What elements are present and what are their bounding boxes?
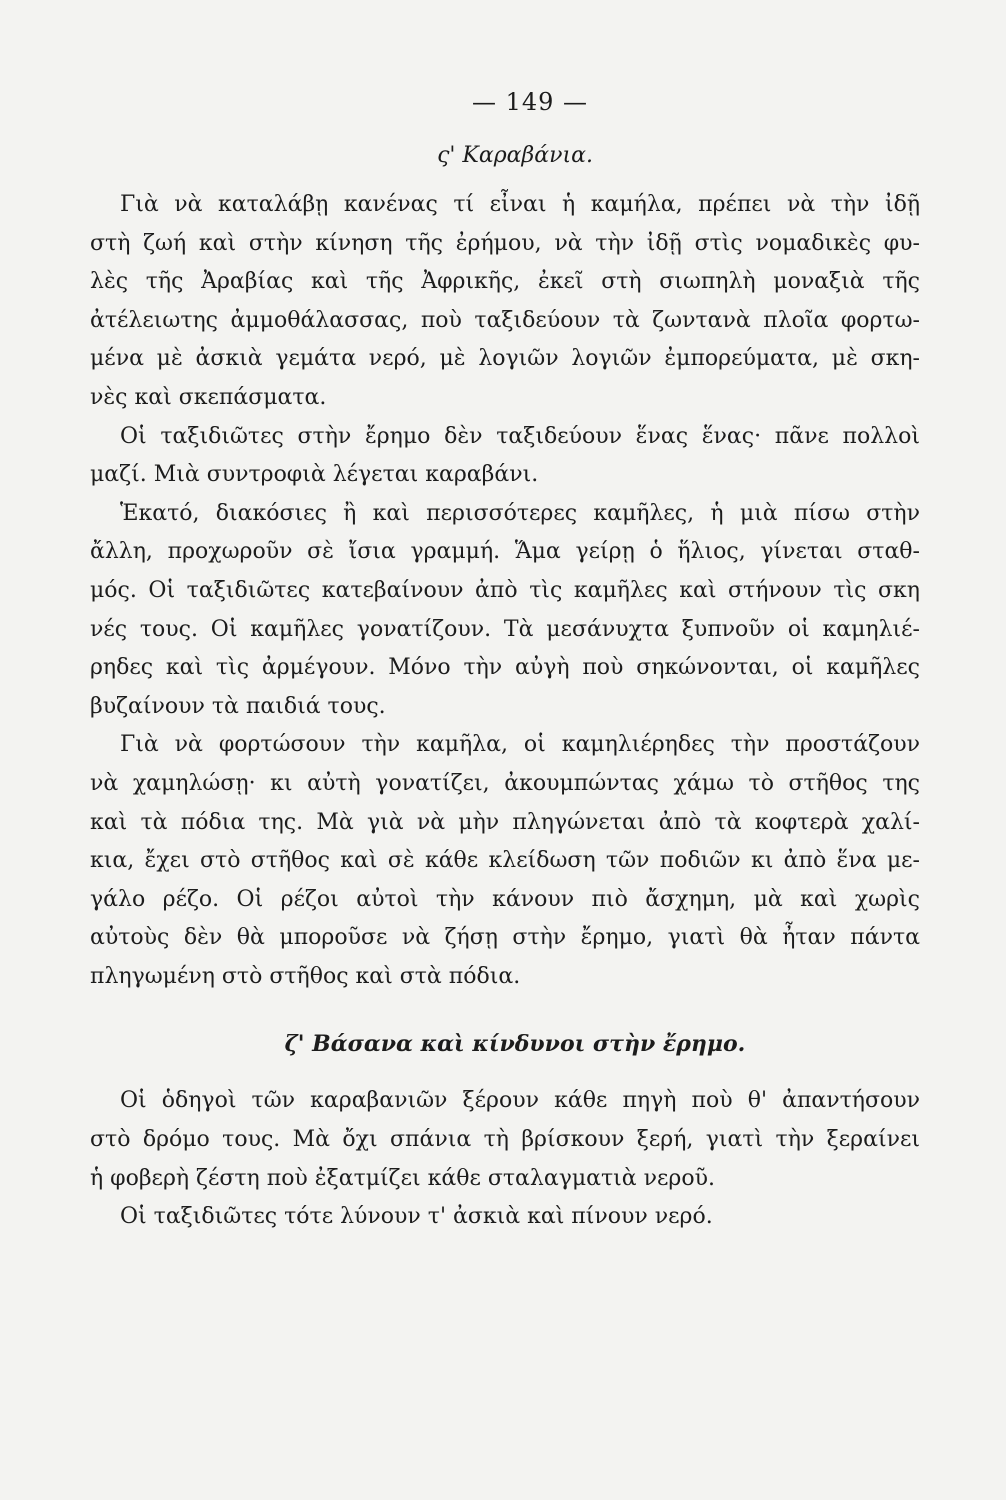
text-line: ρηδες καὶ τὶς ἀρμέγουν. Μόνο τὴν αὐγὴ ποὺ σηκώνονται, οἱ καμῆλες [90, 655, 920, 681]
text-line: μαζί. Μιὰ συντροφιὰ λέγεται καραβάνι. [90, 462, 539, 488]
text-line: ἡ φοβερὴ ζέστη ποὺ ἐξατμίζει κάθε σταλαγματιὰ νεροῦ. [90, 1165, 715, 1191]
text-line: μός. Οἱ ταξιδιῶτες κατεβαίνουν ἀπὸ τὶς καμῆλες καὶ στήνουν τὶς σκη [90, 577, 920, 603]
text-line: στὴ ζωή καὶ στὴν κίνηση τῆς ἐρήμου, νὰ τὴν ἰδῇ στὶς νομαδικὲς φυ- [90, 230, 920, 256]
text-line: αὐτοὺς δὲν θὰ μποροῦσε νὰ ζήσῃ στὴν ἔρημο, γιατὶ θὰ ἦταν πάντα [90, 925, 920, 951]
text-line: καὶ τὰ πόδια της. Μὰ γιὰ νὰ μὴν πληγώνεται ἀπὸ τὰ κοφτερὰ χαλί- [90, 809, 920, 835]
text-line: νές τους. Οἱ καμῆλες γονατίζουν. Τὰ μεσάνυχτα ξυπνοῦν οἱ καμηλιέ- [90, 616, 920, 642]
text-line: Οἱ ταξιδιῶτες τότε λύνουν τ' ἀσκιὰ καὶ πίνουν νερό. [120, 1204, 713, 1230]
text-line: στὸ δρόμο τους. Μὰ ὄχι σπάνια τὴ βρίσκουν ξερή, γιατὶ τὴν ξεραίνει [90, 1127, 920, 1153]
text-line: Γιὰ νὰ καταλάβῃ κανένας τί εἶναι ἡ καμήλα, πρέπει νὰ τὴν ἰδῇ [120, 192, 920, 217]
text-line: νὰ χαμηλώσῃ· κι αὐτὴ γονατίζει, ἀκουμπώντας χάμω τὸ στῆθος της [90, 770, 920, 796]
text-line: βυζαίνουν τὰ παιδιά τους. [90, 693, 386, 719]
text-line: Οἱ ταξιδιῶτες στὴν ἔρημο δὲν ταξιδεύουν ἕνας ἕνας· πᾶνε πολλοὶ [120, 423, 920, 449]
text-line: γάλο ρέζο. Οἱ ρέζοι αὐτοὶ τὴν κάνουν πιὸ ἄσχημη, μὰ καὶ χωρὶς [90, 886, 920, 912]
text-line: πληγωμένη στὸ στῆθος καὶ στὰ πόδια. [90, 963, 521, 989]
text-line: Οἱ ὁδηγοὶ τῶν καραβανιῶν ξέρουν κάθε πηγὴ ποὺ θ' ἀπαντήσουν [120, 1088, 920, 1114]
paragraph [90, 495, 920, 727]
page-number: — 149 — [471, 88, 589, 116]
paragraph [90, 186, 920, 418]
paragraph [90, 726, 920, 996]
text-line: μένα μὲ ἀσκιὰ γεμάτα νερό, μὲ λογιῶν λογιῶν ἐμπορεύματα, μὲ σκη- [90, 346, 920, 372]
section-heading-desert-hardships: ζ' Βάσανα καὶ κίνδυνοι στὴν ἔρημο. [284, 1031, 746, 1058]
text-line: λὲς τῆς Ἀραβίας καὶ τῆς Ἀφρικῆς, ἐκεῖ στὴ σιωπηλὴ μοναξιὰ τῆς [90, 269, 920, 295]
book-page [90, 88, 920, 1237]
paragraph [90, 418, 920, 495]
text-line: νὲς καὶ σκεπάσματα. [90, 384, 327, 410]
text-line: ἄλλη, προχωροῦν σὲ ἴσια γραμμή. Ἅμα γείρῃ ὁ ἥλιος, γίνεται σταθ- [90, 539, 920, 565]
text-line: Ἑκατό, διακόσιες ἢ καὶ περισσότερες καμῆλες, ἡ μιὰ πίσω στὴν [120, 500, 920, 526]
text-line: κια, ἔχει στὸ στῆθος καὶ σὲ κάθε κλείδωση τῶν ποδιῶν κι ἀπὸ ἕνα με- [90, 848, 920, 874]
paragraph [90, 1082, 920, 1198]
paragraph [90, 1198, 920, 1237]
text-line: Γιὰ νὰ φορτώσουν τὴν καμῆλα, οἱ καμηλιέρηδες τὴν προστάζουν [120, 732, 920, 758]
section-heading-caravans: ς' Καραβάνια. [437, 143, 593, 168]
text-line: ἀτέλειωτης ἀμμοθάλασσας, ποὺ ταξιδεύουν τὰ ζωντανὰ πλοῖα φορτω- [90, 307, 920, 333]
